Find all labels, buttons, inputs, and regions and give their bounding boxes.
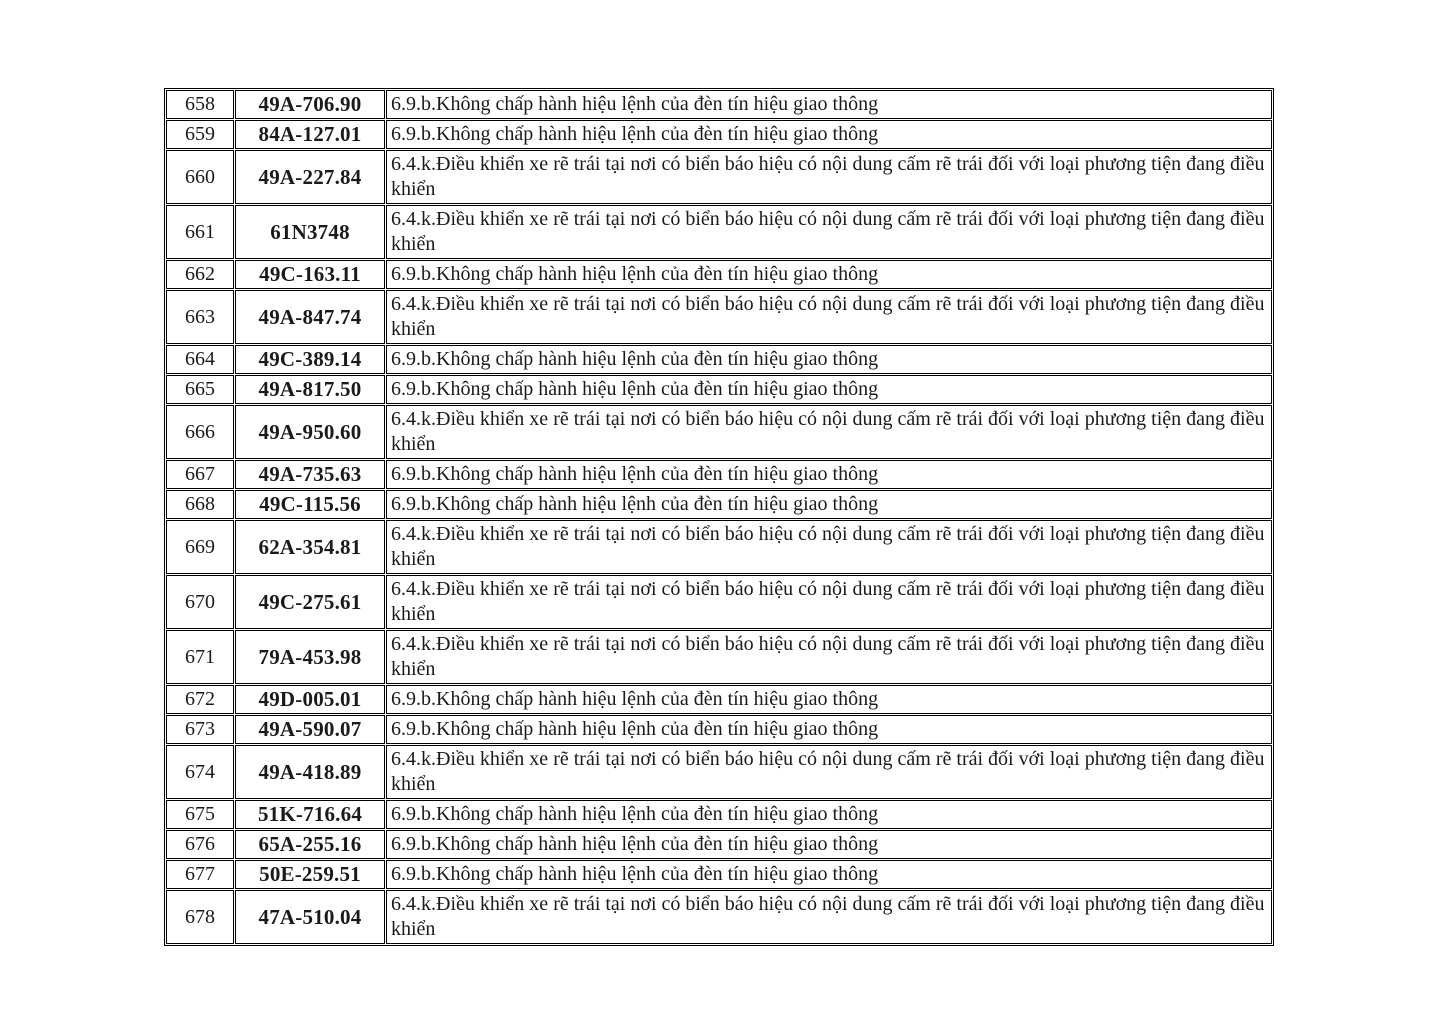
table-row xyxy=(166,800,1272,829)
violation-description-cell: 6.9.b.Không chấp hành hiệu lệnh của đèn tín hiệu giao thông xyxy=(386,375,1272,404)
license-plate-cell: 49D-005.01 xyxy=(235,685,385,714)
violation-description-cell: 6.4.k.Điều khiển xe rẽ trái tại nơi có biển báo hiệu có nội dung cấm rẽ trái đối với loại phương tiện đang điều khiển xyxy=(386,405,1272,459)
violation-description-cell: 6.9.b.Không chấp hành hiệu lệnh của đèn tín hiệu giao thông xyxy=(386,345,1272,374)
table-row xyxy=(166,205,1272,259)
table-row xyxy=(166,120,1272,149)
violation-description-cell: 6.9.b.Không chấp hành hiệu lệnh của đèn tín hiệu giao thông xyxy=(386,90,1272,119)
row-number-cell: 668 xyxy=(166,490,234,519)
table-row xyxy=(166,375,1272,404)
table-row xyxy=(166,345,1272,374)
table-row xyxy=(166,150,1272,204)
table-row xyxy=(166,405,1272,459)
violation-description-cell: 6.9.b.Không chấp hành hiệu lệnh của đèn tín hiệu giao thông xyxy=(386,685,1272,714)
violation-description-cell: 6.9.b.Không chấp hành hiệu lệnh của đèn tín hiệu giao thông xyxy=(386,490,1272,519)
violation-description-cell: 6.4.k.Điều khiển xe rẽ trái tại nơi có biển báo hiệu có nội dung cấm rẽ trái đối với loại phương tiện đang điều khiển xyxy=(386,290,1272,344)
license-plate-cell: 84A-127.01 xyxy=(235,120,385,149)
row-number-cell: 665 xyxy=(166,375,234,404)
table-row xyxy=(166,490,1272,519)
license-plate-cell: 49C-275.61 xyxy=(235,575,385,629)
violation-description-cell: 6.4.k.Điều khiển xe rẽ trái tại nơi có biển báo hiệu có nội dung cấm rẽ trái đối với loại phương tiện đang điều khiển xyxy=(386,575,1272,629)
row-number-cell: 671 xyxy=(166,630,234,684)
violation-description-cell: 6.4.k.Điều khiển xe rẽ trái tại nơi có biển báo hiệu có nội dung cấm rẽ trái đối với loại phương tiện đang điều khiển xyxy=(386,205,1272,259)
row-number-cell: 660 xyxy=(166,150,234,204)
row-number-cell: 674 xyxy=(166,745,234,799)
violation-description-cell: 6.4.k.Điều khiển xe rẽ trái tại nơi có biển báo hiệu có nội dung cấm rẽ trái đối với loại phương tiện đang điều khiển xyxy=(386,150,1272,204)
violation-description-cell: 6.9.b.Không chấp hành hiệu lệnh của đèn tín hiệu giao thông xyxy=(386,260,1272,289)
table-row xyxy=(166,745,1272,799)
table-body xyxy=(166,90,1272,944)
row-number-cell: 669 xyxy=(166,520,234,574)
row-number-cell: 673 xyxy=(166,715,234,744)
license-plate-cell: 49C-389.14 xyxy=(235,345,385,374)
violations-table xyxy=(164,88,1274,946)
row-number-cell: 676 xyxy=(166,830,234,859)
table-row xyxy=(166,890,1272,944)
table-row xyxy=(166,260,1272,289)
violation-description-cell: 6.4.k.Điều khiển xe rẽ trái tại nơi có biển báo hiệu có nội dung cấm rẽ trái đối với loại phương tiện đang điều khiển xyxy=(386,520,1272,574)
violation-description-cell: 6.4.k.Điều khiển xe rẽ trái tại nơi có biển báo hiệu có nội dung cấm rẽ trái đối với loại phương tiện đang điều khiển xyxy=(386,890,1272,944)
table-row xyxy=(166,830,1272,859)
row-number-cell: 658 xyxy=(166,90,234,119)
table-row xyxy=(166,90,1272,119)
violation-description-cell: 6.4.k.Điều khiển xe rẽ trái tại nơi có biển báo hiệu có nội dung cấm rẽ trái đối với loại phương tiện đang điều khiển xyxy=(386,630,1272,684)
row-number-cell: 677 xyxy=(166,860,234,889)
license-plate-cell: 47A-510.04 xyxy=(235,890,385,944)
license-plate-cell: 65A-255.16 xyxy=(235,830,385,859)
row-number-cell: 666 xyxy=(166,405,234,459)
table-row xyxy=(166,860,1272,889)
license-plate-cell: 49A-590.07 xyxy=(235,715,385,744)
license-plate-cell: 79A-453.98 xyxy=(235,630,385,684)
table-row xyxy=(166,715,1272,744)
violation-description-cell: 6.4.k.Điều khiển xe rẽ trái tại nơi có biển báo hiệu có nội dung cấm rẽ trái đối với loại phương tiện đang điều khiển xyxy=(386,745,1272,799)
license-plate-cell: 49A-227.84 xyxy=(235,150,385,204)
license-plate-cell: 51K-716.64 xyxy=(235,800,385,829)
row-number-cell: 672 xyxy=(166,685,234,714)
violation-description-cell: 6.9.b.Không chấp hành hiệu lệnh của đèn tín hiệu giao thông xyxy=(386,715,1272,744)
table-row xyxy=(166,520,1272,574)
row-number-cell: 675 xyxy=(166,800,234,829)
license-plate-cell: 62A-354.81 xyxy=(235,520,385,574)
row-number-cell: 661 xyxy=(166,205,234,259)
license-plate-cell: 49A-706.90 xyxy=(235,90,385,119)
table-row xyxy=(166,685,1272,714)
license-plate-cell: 61N3748 xyxy=(235,205,385,259)
license-plate-cell: 49A-847.74 xyxy=(235,290,385,344)
violation-description-cell: 6.9.b.Không chấp hành hiệu lệnh của đèn tín hiệu giao thông xyxy=(386,860,1272,889)
table-row xyxy=(166,630,1272,684)
license-plate-cell: 49A-735.63 xyxy=(235,460,385,489)
violation-description-cell: 6.9.b.Không chấp hành hiệu lệnh của đèn tín hiệu giao thông xyxy=(386,800,1272,829)
row-number-cell: 659 xyxy=(166,120,234,149)
violation-description-cell: 6.9.b.Không chấp hành hiệu lệnh của đèn tín hiệu giao thông xyxy=(386,830,1272,859)
row-number-cell: 663 xyxy=(166,290,234,344)
violation-description-cell: 6.9.b.Không chấp hành hiệu lệnh của đèn tín hiệu giao thông xyxy=(386,120,1272,149)
license-plate-cell: 50E-259.51 xyxy=(235,860,385,889)
row-number-cell: 678 xyxy=(166,890,234,944)
license-plate-cell: 49A-817.50 xyxy=(235,375,385,404)
license-plate-cell: 49C-115.56 xyxy=(235,490,385,519)
row-number-cell: 662 xyxy=(166,260,234,289)
row-number-cell: 667 xyxy=(166,460,234,489)
table-row xyxy=(166,575,1272,629)
table-row xyxy=(166,460,1272,489)
row-number-cell: 670 xyxy=(166,575,234,629)
violation-description-cell: 6.9.b.Không chấp hành hiệu lệnh của đèn tín hiệu giao thông xyxy=(386,460,1272,489)
license-plate-cell: 49C-163.11 xyxy=(235,260,385,289)
row-number-cell: 664 xyxy=(166,345,234,374)
table-row xyxy=(166,290,1272,344)
license-plate-cell: 49A-418.89 xyxy=(235,745,385,799)
license-plate-cell: 49A-950.60 xyxy=(235,405,385,459)
